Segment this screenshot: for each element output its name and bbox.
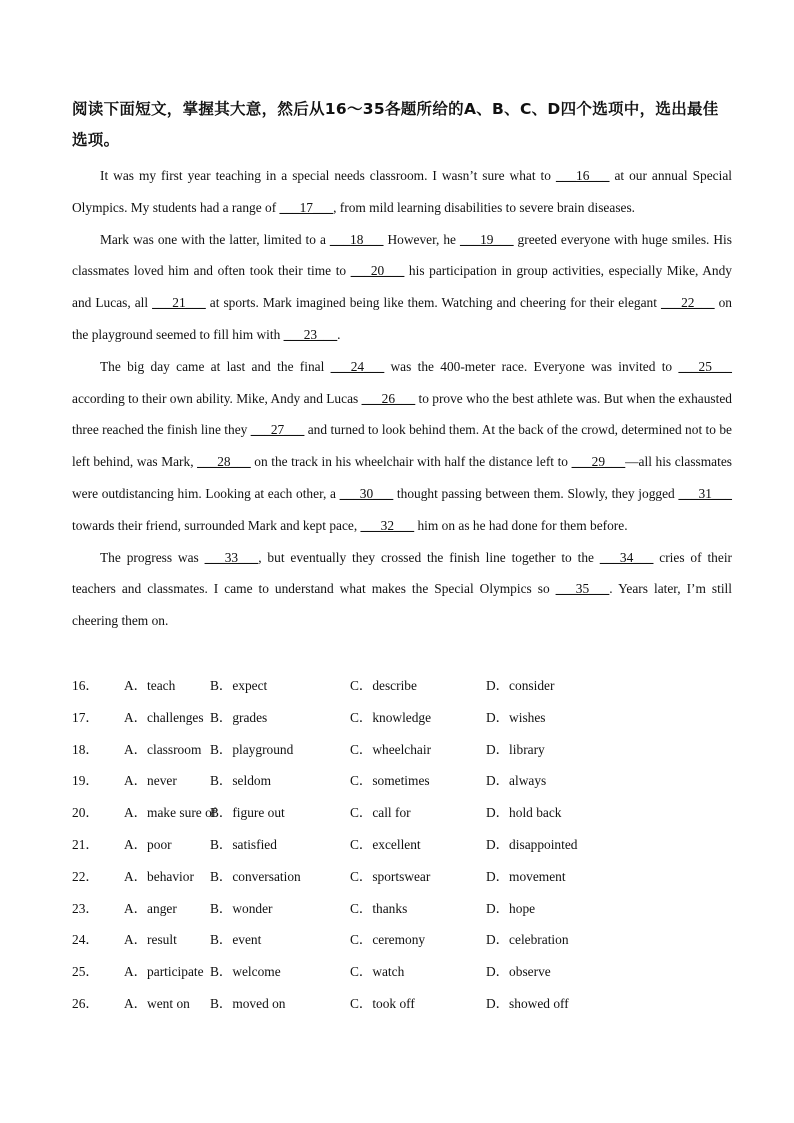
option-d: D．observe [486, 964, 551, 980]
option-b: B．satisfied [210, 836, 277, 852]
option-a: A．anger [124, 900, 177, 916]
blank-slot: ___30___ [339, 485, 394, 501]
question-number: 23． [72, 900, 99, 916]
option-c: C．ceremony [350, 932, 426, 948]
option-a: A．never [124, 773, 177, 789]
passage-text: greeted everyone with huge smiles. His classmates loved him and often took their time to [72, 231, 732, 279]
option-b: B．grades [210, 709, 268, 725]
blank-slot: ___19___ [459, 231, 514, 247]
question-row [72, 861, 712, 893]
passage-text: thought passing between them. Slowly, they jogged [393, 485, 679, 501]
option-d: D．consider [486, 678, 555, 693]
blank-slot: ___26___ [361, 390, 416, 406]
passage-text: The big day came at last and the final [100, 358, 331, 374]
option-c: C．excellent [350, 836, 421, 852]
question-number: 22． [72, 868, 99, 884]
instruction-heading: 阅读下面短文，掌握其大意，然后从16～35各题所给的A、B、C、D四个选项中，选出最佳选项。 [72, 100, 719, 149]
option-a: A．make sure of [124, 805, 217, 821]
option-a: A．went on [124, 995, 190, 1011]
blank-slot: ___35___ [555, 581, 610, 597]
passage-text: , but eventually they crossed the finish line together to the [258, 549, 600, 565]
passage-text: However, he [383, 231, 460, 247]
passage-paragraph [72, 351, 732, 542]
passage-text: according to their own ability. Mike, Andy and Lucas [72, 390, 362, 406]
option-a: A．teach [124, 678, 176, 693]
option-b: B．playground [210, 741, 294, 757]
question-number: 18． [72, 741, 99, 757]
question-row [72, 734, 712, 766]
option-b: B．event [210, 932, 262, 948]
blank-slot: ___27___ [250, 422, 305, 438]
passage-text: and turned to look behind them. At the back of the crowd, determined not to be left behind, was Mark, [72, 422, 733, 470]
passage-text: him on as he had done for them before. [414, 517, 628, 533]
question-row [72, 702, 712, 734]
question-row [72, 924, 712, 956]
question-row [72, 765, 712, 797]
option-b: B．welcome [210, 964, 281, 980]
blank-slot: ___31___ [678, 485, 732, 501]
option-d: D．hope [486, 900, 536, 916]
blank-slot: ___32___ [360, 517, 415, 533]
passage-paragraph [72, 542, 732, 637]
blank-slot: ___22___ [661, 295, 715, 311]
blank-slot: ___34___ [599, 549, 654, 565]
option-a: A．poor [124, 836, 172, 852]
question-number: 19． [72, 773, 99, 789]
option-d: D．always [486, 773, 547, 789]
option-d: D．showed off [486, 995, 569, 1011]
option-d: D．library [486, 741, 545, 757]
question-row [72, 956, 712, 988]
blank-slot: ___21___ [152, 295, 206, 311]
blank-slot: ___16___ [555, 168, 610, 183]
blank-slot: ___18___ [329, 231, 384, 247]
passage-text: cries of their teachers and classmates. I came to understand what makes the Special Olympics so [72, 549, 732, 597]
option-a: A．behavior [124, 868, 194, 884]
option-c: C．thanks [350, 900, 408, 916]
passage-text: on the track in his wheelchair with half the distance left to [250, 454, 572, 470]
passage-text: The progress was [100, 549, 205, 565]
option-b: B．wonder [210, 900, 273, 916]
passage-text: at our annual Special Olympics. My students had a range of [72, 168, 732, 215]
blank-slot: ___17___ [279, 199, 334, 215]
passage-text: . Years later, I’m still cheering them on. [72, 581, 732, 629]
option-d: D．wishes [486, 709, 546, 725]
blank-slot: ___24___ [330, 358, 385, 374]
question-row [72, 893, 712, 925]
passage-text: was the 400-meter race. Everyone was invited to [384, 358, 679, 374]
blank-slot: ___23___ [283, 326, 338, 342]
question-number: 16． [72, 678, 99, 693]
option-a: A．challenges [124, 709, 204, 725]
question-number: 26． [72, 995, 99, 1011]
option-b: B．seldom [210, 773, 272, 789]
option-c: C．knowledge [350, 709, 432, 725]
blank-slot: ___33___ [204, 549, 259, 565]
cloze-passage [72, 160, 732, 637]
option-a: A．classroom [124, 741, 202, 757]
passage-paragraph [72, 224, 732, 351]
passage-text: towards their friend, surrounded Mark and kept pace, [72, 517, 361, 533]
passage-text: his participation in group activities, especially Mike, Andy and Lucas, all [72, 263, 732, 311]
question-row [72, 988, 712, 1020]
option-c: C．call for [350, 805, 411, 821]
option-c: C．sportswear [350, 868, 431, 884]
passage-text: at sports. Mark imagined being like them. Watching and cheering for their elegant [205, 295, 661, 311]
option-b: B．conversation [210, 868, 301, 884]
question-number: 21． [72, 836, 99, 852]
option-b: B．expect [210, 678, 268, 693]
passage-text: —all his classmates were outdistancing him. Looking at each other, a [72, 454, 732, 501]
passage-text: . [337, 326, 341, 342]
option-d: D．movement [486, 868, 566, 884]
option-b: B．moved on [210, 995, 286, 1011]
question-number: 24． [72, 932, 99, 948]
option-b: B．figure out [210, 805, 285, 821]
question-number: 20． [72, 805, 99, 821]
option-c: C．watch [350, 964, 405, 980]
passage-text: It was my first year teaching in a special needs classroom. I wasn’t sure what to [100, 168, 556, 183]
option-d: D．disappointed [486, 836, 578, 852]
option-c: C．sometimes [350, 773, 430, 789]
option-c: C．took off [350, 995, 415, 1011]
blank-slot: ___28___ [197, 454, 251, 470]
blank-slot: ___25___ [678, 358, 732, 374]
question-row [72, 670, 712, 702]
passage-text: Mark was one with the latter, limited to a [100, 231, 330, 247]
passage-text: , from mild learning disabilities to severe brain diseases. [333, 199, 636, 215]
option-d: D．celebration [486, 932, 569, 948]
option-a: A．participate [124, 964, 204, 980]
blank-slot: ___29___ [571, 454, 626, 470]
option-c: C．wheelchair [350, 741, 432, 757]
question-row [72, 797, 712, 829]
passage-text: to prove who the best athlete was. But when the exhausted three reached the finish line they [72, 390, 732, 438]
question-number: 17． [72, 709, 99, 725]
option-d: D．hold back [486, 805, 562, 821]
passage-paragraph [72, 160, 732, 224]
option-c: C．describe [350, 678, 417, 693]
answer-options [72, 670, 712, 1020]
question-number: 25． [72, 964, 99, 980]
option-a: A．result [124, 932, 177, 948]
blank-slot: ___20___ [350, 263, 405, 279]
passage-text: on the playground seemed to fill him with [72, 295, 732, 342]
question-row [72, 829, 712, 861]
